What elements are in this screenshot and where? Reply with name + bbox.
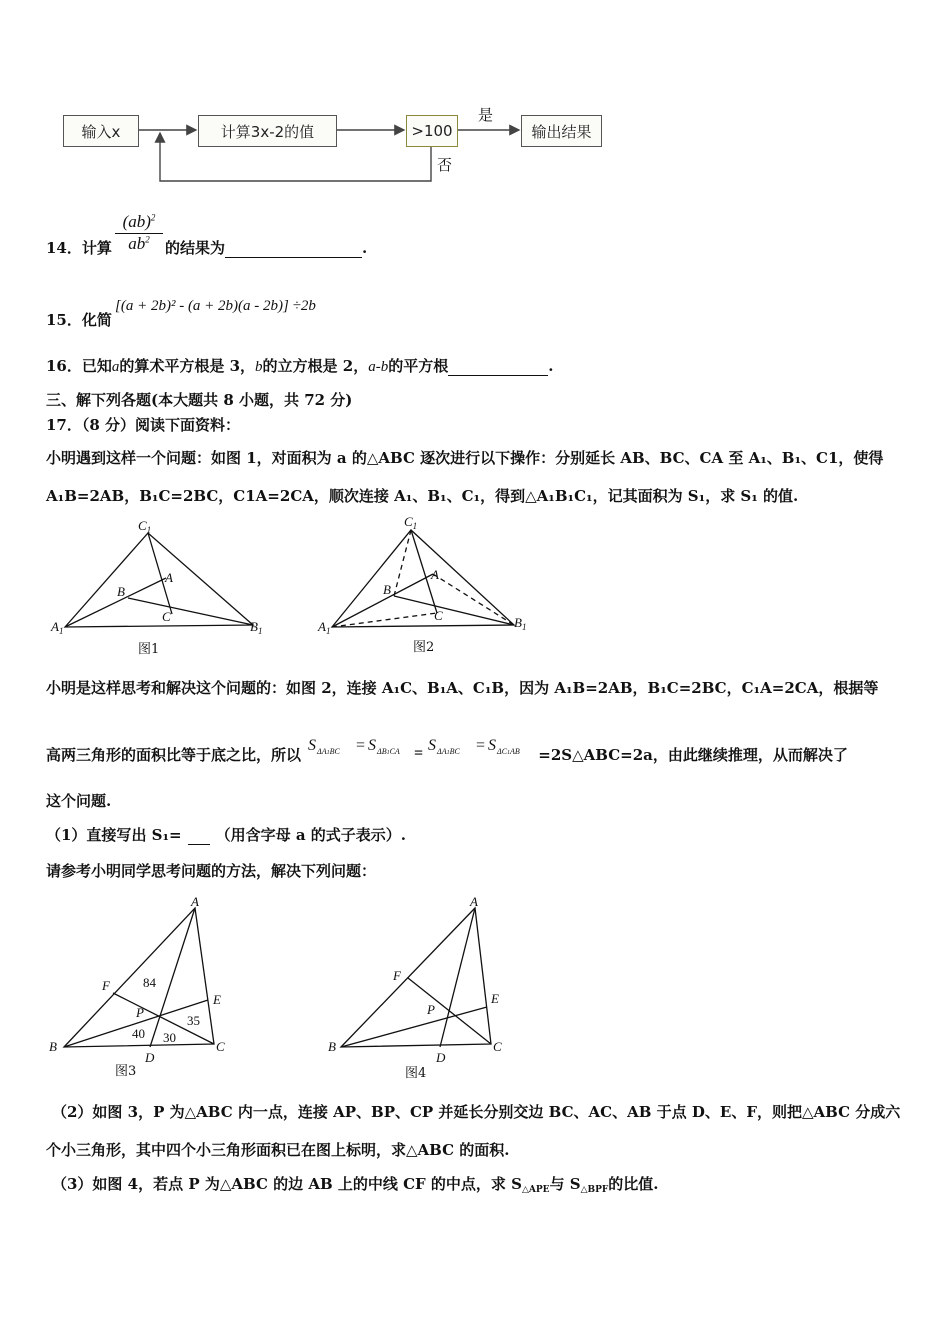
svg-text:ΔB1CA: ΔB1CA [377, 747, 401, 756]
fig1-caption: 图1 [138, 642, 160, 657]
fig3-area-35: 35 [187, 1013, 200, 1028]
fig1-label-b1: $B_1$ [250, 619, 263, 636]
fig1-label-a1: $A_1$ [51, 619, 64, 636]
q17-sub2-line2: 个小三角形，其中四个小三角形面积已在图上标明，求△ABC 的面积. [46, 1141, 510, 1159]
q15-expression: [(a + 2b)² - (a + 2b)(a - 2b)] ÷2b [115, 298, 316, 314]
fig3-area-30: 30 [163, 1030, 176, 1045]
flow-condition-box [406, 115, 458, 147]
q14-denominator: ab [128, 234, 146, 253]
fig4-label-d: D [436, 1050, 446, 1065]
fig1-label-c: C [162, 609, 171, 624]
q14-suffix: 的结果为 . [165, 239, 368, 257]
svg-text:S: S [488, 738, 497, 754]
fig3-label-b: B [49, 1039, 57, 1054]
area-equality-formula [306, 738, 538, 768]
fig3-area-40: 40 [132, 1026, 145, 1041]
fig1-label-c1: $C_1$ [138, 518, 152, 535]
fig3-area-84: 84 [143, 975, 156, 990]
fig1-label-b: B [117, 584, 125, 599]
svg-text:=: = [476, 738, 486, 754]
q17-sub2-line1: （2）如图 3，P 为△ABC 内一点，连接 AP、BP、CP 并延长分别交边 BC、AC、AB 于点 D、E、F，则把△ABC 分成六 [52, 1103, 901, 1121]
svg-text:S: S [428, 738, 437, 754]
fig2-label-a: A [431, 567, 439, 582]
q17-sub3: （3）如图 4，若点 P 为△ABC 的边 AB 上的中线 CF 的中点，求 $S_{\triangle APE}$与 $S_{\triangle BPF}$的比值. [52, 1175, 659, 1195]
fig4-caption: 图4 [405, 1066, 427, 1081]
q14-num-exp: 2 [150, 212, 156, 223]
fig3-label-a: A [191, 894, 199, 909]
flow-compute-box [198, 115, 337, 147]
fig2-label-a1: $A_1$ [318, 619, 331, 636]
fig2-label-c1: $C_1$ [404, 514, 418, 531]
fig3-label-e: E [213, 992, 221, 1007]
flow-condition-label: >100 [411, 122, 453, 140]
q17-para2-line3: 这个问题. [46, 792, 112, 810]
flow-yes-label: 是 [478, 106, 494, 124]
flow-input-box [63, 115, 139, 147]
q14-fraction [115, 212, 163, 254]
svg-text:S: S [368, 738, 377, 754]
fig3-label-d: D [145, 1050, 155, 1065]
fig4-line-be [341, 1007, 487, 1047]
q17-para2-line2: 高两三角形的面积比等于底之比，所以 S ΔA1BC = S ΔB1CA = S ΔA1BC = S ΔC1AB =2S△ABC=2a，由此继续推理，从而解决了 [46, 738, 848, 768]
fig3-caption: 图3 [115, 1064, 137, 1079]
flow-compute-label: 计算3x-2的值 [220, 122, 315, 141]
figures-1-2 [0, 510, 560, 660]
svg-text:ΔA1BC: ΔA1BC [437, 747, 461, 756]
svg-text:ΔA1BC: ΔA1BC [317, 747, 341, 756]
figures-3-4 [0, 890, 560, 1090]
q14-answer-blank [225, 257, 362, 258]
fig4-label-c: C [493, 1039, 502, 1054]
fig2-caption: 图2 [413, 640, 435, 655]
fig2-label-b: B [383, 582, 391, 597]
svg-text:=: = [356, 738, 366, 754]
question-16: 16．已知a的算术平方根是 3，b的立方根是 2，a-b的平方根 . [46, 357, 554, 375]
section-3-heading: 三、解下列各题(本大题共 8 小题，共 72 分) [46, 391, 353, 409]
q17-para2-line1: 小明是这样思考和解决这个问题的：如图 2，连接 A₁C、B₁A、C₁B，因为 A₁B=2AB，B₁C=2BC，C₁A=2CA，根据等 [46, 679, 879, 697]
fig1-label-a: A [165, 570, 173, 585]
area-equality-svg [306, 738, 538, 768]
fig4-label-f: F [393, 968, 401, 983]
fig2-label-c: C [434, 608, 443, 623]
flow-input-label: 输入x [81, 122, 121, 141]
fig4-label-b: B [328, 1039, 336, 1054]
fig2-line-bb1 [394, 596, 514, 625]
fig2-label-b1: $B_1$ [514, 615, 527, 632]
q15-prefix: 15．化简 [46, 311, 112, 329]
fig4-line-cf [408, 978, 491, 1044]
q14-prefix: 14．计算 [46, 239, 112, 257]
fig3-label-p: P [136, 1005, 144, 1020]
fig4-label-a: A [470, 894, 478, 909]
flowchart-connectors [0, 0, 950, 200]
svg-text:S: S [308, 738, 317, 754]
q14-numerator: (ab) [122, 212, 151, 231]
fig3-label-f: F [102, 978, 110, 993]
fig4-label-e: E [491, 991, 499, 1006]
svg-text:ΔC1AB: ΔC1AB [497, 747, 521, 756]
q17-para1-line1: 小明遇到这样一个问题：如图 1，对面积为 a 的△ABC 逐次进行以下操作：分别延长 AB、BC、CA 至 A₁、B₁、C1，使得 [46, 449, 884, 467]
flow-no-label: 否 [437, 156, 453, 174]
q16-answer-blank [448, 375, 548, 376]
fig2-dashed-ab1 [433, 574, 514, 625]
q17-reference: 请参考小明同学思考问题的方法，解决下列问题： [46, 862, 377, 880]
q14-den-exp: 2 [145, 234, 150, 245]
fig4-label-p: P [427, 1002, 435, 1017]
flow-output-label: 输出结果 [531, 122, 592, 141]
fig4-line-ad [440, 908, 475, 1047]
sub1-answer-blank [188, 844, 210, 845]
flow-output-box [521, 115, 602, 147]
fig1-line-bb1 [128, 598, 253, 625]
q17-heading: 17．（8 分）阅读下面资料： [46, 416, 241, 434]
fig3-label-c: C [216, 1039, 225, 1054]
q17-sub1: （1）直接写出 S₁= （用含字母 a 的式子表示）. [46, 826, 407, 844]
svg-text:=: = [414, 745, 424, 762]
fig2-dashed-a1c [332, 613, 437, 627]
q17-para1-line2: A₁B=2AB，B₁C=2BC，C1A=2CA，顺次连接 A₁、B₁、C₁，得到△A₁B₁C₁，记其面积为 S₁，求 S₁ 的值. [46, 487, 799, 505]
